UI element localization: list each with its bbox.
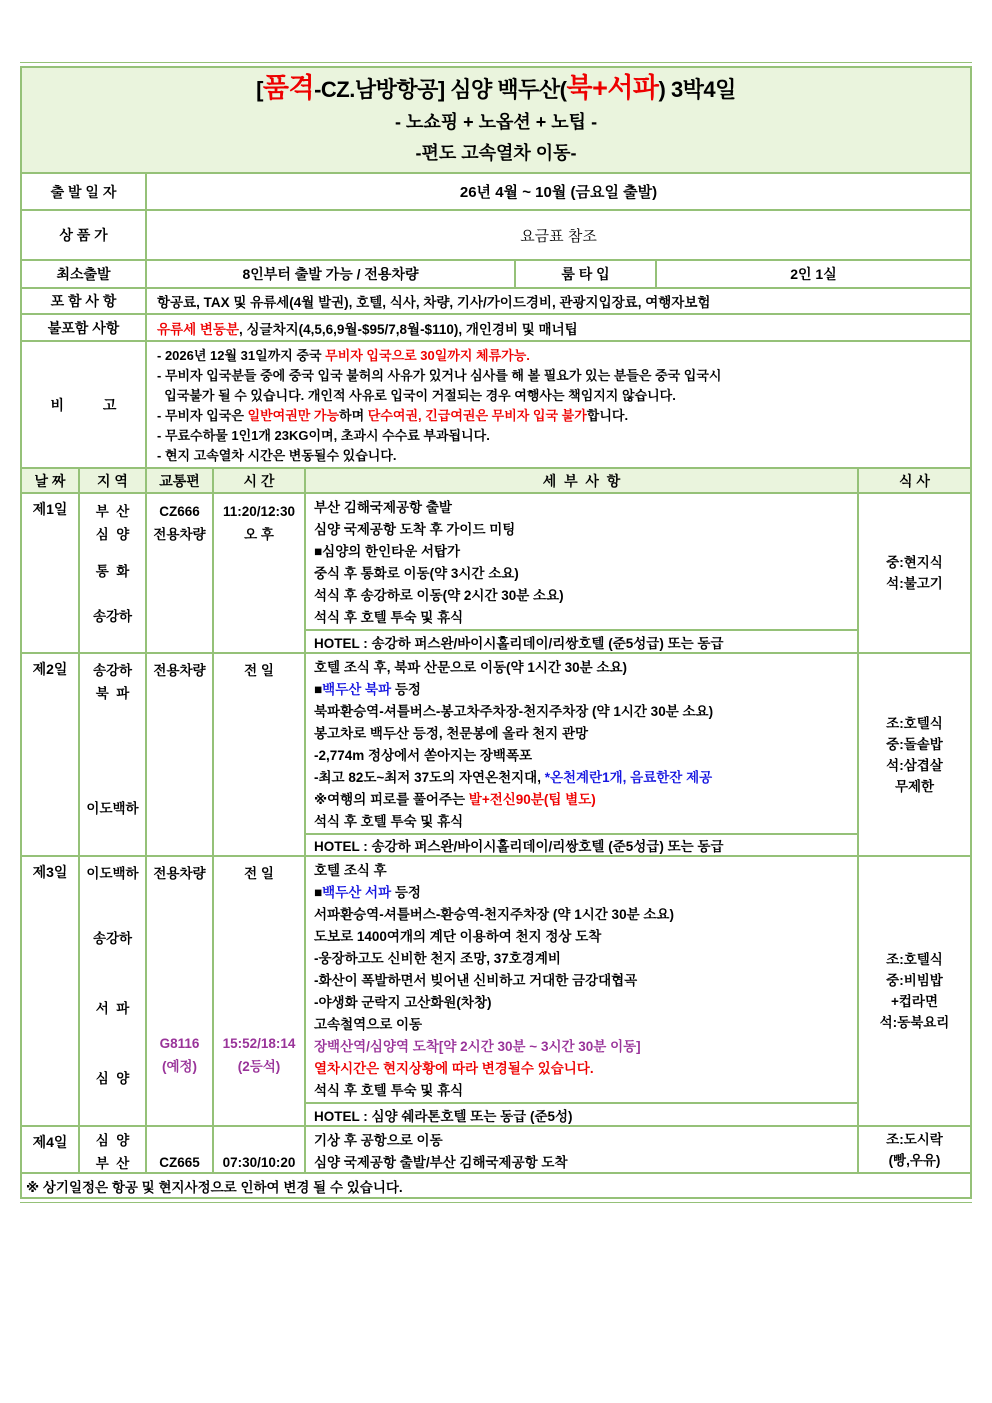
day1-hotel: HOTEL : 송강하 퍼스완/바이시홀리데이/리쌍호텔 (준5성급) 또는 동급 <box>306 629 857 652</box>
col-header-transport: 교통편 <box>145 469 212 492</box>
day4-details <box>304 1127 857 1172</box>
min-departure-label: 최소출발 <box>56 266 111 282</box>
row-note <box>22 340 970 467</box>
excluded-value: 유류세 변동분 , 싱글차지(4,5,6,9월-$95/7,8월-$110), 개인경비 및 매너팁 <box>145 315 970 340</box>
day1-row <box>22 492 970 652</box>
price-label: 상 품 가 <box>59 227 108 243</box>
day1-date: 제1일 <box>32 501 68 517</box>
col-header-meals: 식 사 <box>857 469 970 492</box>
day2-detail-lines: 호텔 조식 후, 북파 산문으로 이동(약 1시간 30분 소요) ■백두산 북파 등정 북파환승역-셔틀버스-봉고차주차장-천지주차장 (약 1시간 30분 소요) 봉고차로 백두산 등정, 천문봉에 올라 천지 관망 -2,774m 정상에서 쏟아지는 장백폭포 -최고 82도~최저 37도의 자연온천지대, *온천계란1개, 음료한잔 제공 ※여행의 피로를 풀어주는 발+전신90분(팁 별도) 석식 후 호텔 투숙 및 휴식 <box>314 660 714 829</box>
day3-transport: 전용차량 G8116 (예정) <box>145 857 212 1125</box>
day2-regions: 송강하 북 파 이도백하 <box>78 654 145 855</box>
day3-row <box>22 855 970 1125</box>
row-departure-date <box>22 172 970 209</box>
included-value: 항공료, TAX 및 유류세(4월 발권), 호텔, 식사, 차량, 기사/가이드경비, 관광지입장료, 여행자보험 <box>145 289 970 313</box>
day1-transport: CZ666 전용차량 <box>145 494 212 652</box>
day3-hotel: HOTEL : 심양 쉐라톤호텔 또는 동급 (준5성) <box>306 1102 857 1125</box>
day2-date: 제2일 <box>32 661 68 677</box>
included-label: 포 함 사 항 <box>50 293 117 309</box>
day2-hotel: HOTEL : 송강하 퍼스완/바이시홀리데이/리쌍호텔 (준5성급) 또는 동급 <box>306 833 857 855</box>
room-type-value: 2인 1실 <box>655 261 970 287</box>
footer-disclaimer: ※ 상기일정은 항공 및 현지사정으로 인하여 변경 될 수 있습니다. <box>26 1179 403 1195</box>
col-header-region: 지 역 <box>78 469 145 492</box>
day1-regions: 부 산 심 양 통 화 송강하 <box>78 494 145 652</box>
price-value: 요금표 참조 <box>145 211 970 259</box>
note-label: 비 고 <box>50 396 117 413</box>
row-included <box>22 287 970 313</box>
day1-meals: 중:현지식 석:불고기 <box>857 494 970 652</box>
day3-meals: 조:호텔식 중:비빔밥 +컵라면 석:동북요리 <box>857 857 970 1125</box>
day2-time: 전 일 <box>212 654 304 855</box>
day4-transport: CZ665 <box>145 1127 212 1172</box>
day3-time: 전 일 15:52/18:14 (2등석) <box>212 857 304 1125</box>
title-block <box>22 68 970 172</box>
min-departure-value: 8인부터 출발 가능 / 전용차량 <box>145 261 514 287</box>
col-header-date: 날 짜 <box>34 472 66 489</box>
day3-regions: 이도백하 송강하 서 파 심 양 <box>78 857 145 1125</box>
document-frame <box>20 62 972 1203</box>
note-content: - 2026년 12월 31일까지 중국 무비자 입국으로 30일까지 체류가능. - 무비자 입국분들 중에 중국 입국 불허의 사유가 있거나 심사를 해 볼 필요가 있는 분들은 중국 입국시 입국불가 될 수 있습니다. 개인적 사유로 입국이 거절되는 경우 여행사는 책임지지 않습니다. - 무비자 입국은 일반여권만 가능하며 단수여권, 긴급여권은 무비자 입국 불가합니다. - 무료수하물 1인1개 23KG이며, 초과시 수수료 부과됩니다. - 현지 고속열차 시간은 변동될수 있습니다. <box>145 342 970 467</box>
row-excluded <box>22 313 970 340</box>
day4-row <box>22 1125 970 1172</box>
title-subline-train: -편도 고속열차 이동- <box>415 143 577 163</box>
day4-detail-lines: 기상 후 공항으로 이동 심양 국제공항 출발/부산 김해국제공항 도착 <box>314 1133 568 1170</box>
day1-details <box>304 494 857 652</box>
day3-date: 제3일 <box>32 864 68 880</box>
footer-row <box>22 1172 970 1197</box>
day2-row <box>22 652 970 855</box>
day4-time: 07:30/10:20 <box>212 1127 304 1172</box>
row-price <box>22 209 970 259</box>
col-header-details: 세 부 사 항 <box>304 469 857 492</box>
day2-meals: 조:호텔식 중:돌솥밥 석:삼겹살 무제한 <box>857 654 970 855</box>
day2-transport: 전용차량 <box>145 654 212 855</box>
room-type-label: 룸 타 입 <box>514 261 655 287</box>
day4-meals: 조:도시락 (빵,우유) <box>857 1127 970 1172</box>
day1-time: 11:20/12:30 오 후 <box>212 494 304 652</box>
departure-date-label: 출 발 일 자 <box>50 183 117 200</box>
itinerary-header-row <box>22 467 970 492</box>
package-title: [품격-CZ.남방항공] 심양 백두산(북+서파) 3박4일 <box>256 73 736 103</box>
itinerary-table <box>20 66 972 1199</box>
departure-date-value: 26년 4월 ~ 10월 (금요일 출발) <box>145 174 970 209</box>
excluded-label: 불포함 사항 <box>47 319 120 336</box>
col-header-time: 시 간 <box>212 469 304 492</box>
day1-detail-lines: 부산 김해국제공항 출발 심양 국제공항 도착 후 가이드 미팅 ■심양의 한인타운 서탑가 중식 후 통화로 이동(약 3시간 소요) 석식 후 송강하로 이동(약 2시간 30분 소요) 석식 후 호텔 투숙 및 휴식 <box>314 500 564 625</box>
day3-detail-lines: 호텔 조식 후 ■백두산 서파 등정 서파환승역-셔틀버스-환승역-천지주차장 (약 1시간 30분 소요) 도보로 1400여개의 계단 이용하여 천지 정상 도착 -웅장하고도 신비한 천지 조망, 37호경계비 -화산이 폭발하면서 빚어낸 신비하고 거대한 금강대협곡 -야생화 군락지 고산화원(차창) 고속철역으로 이동 장백산역/심양역 도착[약 2시간 30분 ~ 3시간 30분 이동] 열차시간은 현지상황에 따라 변경될수 있습니다. 석식 후 호텔 투숙 및 휴식 <box>314 863 674 1098</box>
title-subline-noshopping: - 노쇼핑 + 노옵션 + 노팁 - <box>394 112 598 132</box>
day2-details <box>304 654 857 855</box>
day4-regions: 심 양 부 산 <box>78 1127 145 1172</box>
day3-details <box>304 857 857 1125</box>
row-min-departure <box>22 259 970 287</box>
day4-date: 제4일 <box>32 1134 68 1150</box>
